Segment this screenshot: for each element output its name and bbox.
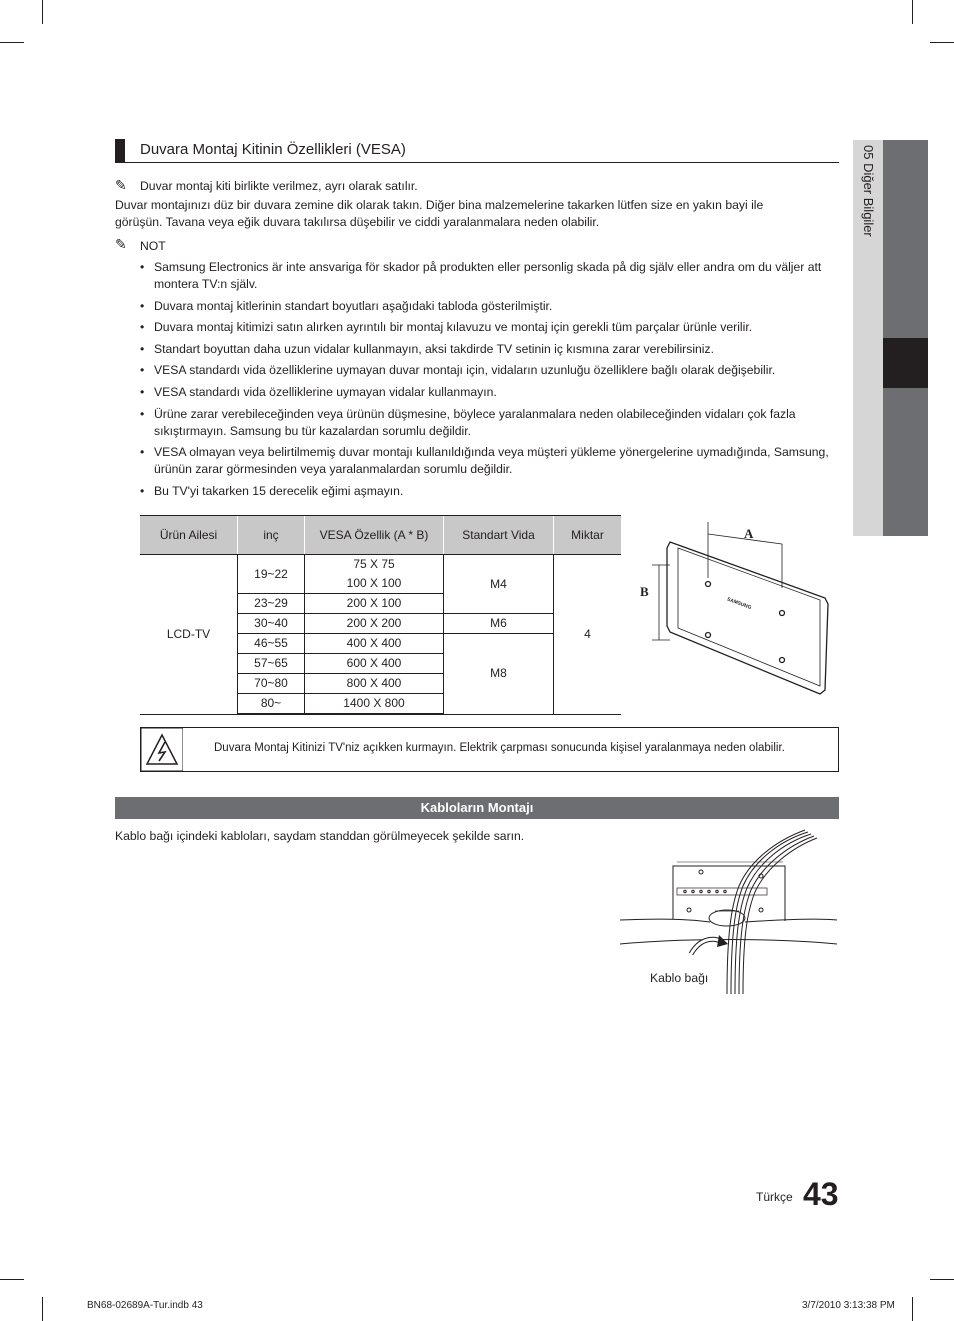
list-item: • Duvara montaj kitimizi satın alırken ayrıntılı bir montaj kılavuzu ve montaj için gerekli tüm parçalar ürünle verilir. [137, 319, 837, 336]
table-cell-line: 100 X 100 [346, 576, 402, 590]
section-title-bar: Kabloların Montajı [115, 797, 839, 819]
table-cell: 200 X 100 [305, 594, 444, 614]
table-cell: 80~ [238, 694, 305, 715]
footer-file: BN68-02689A-Tur.indb 43 [87, 1300, 203, 1311]
table-cell: 19~22 [238, 555, 305, 594]
cable-tie-label: Kablo bağı [650, 971, 709, 985]
list-item: • VESA standardı vida özelliklerine uymayan vidalar kullanmayın. [137, 384, 837, 401]
page-number: 43 [803, 1176, 839, 1212]
table-cell: 46~55 [238, 634, 305, 654]
table-cell: M8 [444, 634, 554, 715]
note-heading: NOT [140, 239, 166, 253]
crop-mark [0, 42, 24, 43]
table-cell [305, 555, 444, 594]
page-language: Türkçe [756, 1190, 793, 1204]
table-header: VESA Özellik (A * B) [305, 516, 444, 555]
table-cell: 70~80 [238, 674, 305, 694]
table-cell: 1400 X 800 [305, 694, 444, 715]
section-title: Duvara Montaj Kitinin Özellikleri (VESA) [140, 141, 406, 158]
table-cell: M4 [444, 555, 554, 614]
list-item: • Bu TV'yi takarken 15 derecelik eğimi aşmayın. [137, 483, 837, 500]
list-item: • VESA olmayan veya belirtilmemiş duvar montajı kullanıldığında veya müşteri yükleme yönergelerine uymadığında, Samsung, ürünün zarar görmesinden veya yaralanmalardan sorumlu değildir. [137, 444, 837, 478]
cable-diagram [615, 826, 840, 994]
note-pencil-icon: ✎ [115, 236, 127, 252]
table-cell: 400 X 400 [305, 634, 444, 654]
crop-mark [930, 1279, 954, 1280]
warning-icon [141, 728, 183, 771]
table-header: inç [238, 516, 305, 555]
heading-marker [115, 139, 125, 163]
table-header: Standart Vida [444, 516, 554, 555]
list-item: • Ürüne zarar verebileceğinden veya ürünün düşmesine, böylece yaralanmalara neden olabileceğinden vidaları çok fazla sıkıştırmayın. Samsung bu tür kazalardan sorumlu değildir. [137, 406, 837, 440]
table-cell-quantity: 4 [554, 555, 622, 715]
dimension-label-a: A [744, 526, 754, 541]
table-cell: 600 X 400 [305, 654, 444, 674]
table-cell-line: 75 X 75 [353, 557, 395, 571]
dimension-label-b: B [640, 584, 649, 599]
paragraph-line: Duvar montajınızı düz bir duvara zemine dik olarak takın. Diğer bina malzemelerine takarken lütfen size en yakın bayi ile [115, 198, 764, 212]
table-cell: 30~40 [238, 614, 305, 634]
heading-rule [115, 162, 839, 163]
bullet-list [137, 259, 837, 504]
crop-mark [930, 42, 954, 43]
table-cell: M6 [444, 614, 554, 634]
table-cell: 800 X 400 [305, 674, 444, 694]
note-pencil-icon: ✎ [115, 177, 127, 193]
list-item: • Standart boyuttan daha uzun vidalar kullanmayın, aksi takdirde TV setinin iç kısmına zarar verebilirsiniz. [137, 341, 837, 358]
paragraph-line: görüşün. Tavana veya eğik duvara takılırsa düşebilir ve ciddi yaralanmalara neden olabilir. [115, 215, 600, 229]
warning-text: Duvara Montaj Kitinizi TV'niz açıkken kurmayın. Elektrik çarpması sonucunda kişisel yaralanmaya neden olabilir. [214, 742, 785, 754]
table-cell: 23~29 [238, 594, 305, 614]
crop-mark [912, 0, 913, 24]
note-text: Duvar montaj kiti birlikte verilmez, ayrı olarak satılır. [140, 179, 418, 193]
section-text: Kablo bağı içindeki kabloları, saydam standdan görülmeyecek şekilde sarın. [115, 829, 525, 843]
vesa-spec-table [140, 515, 621, 715]
table-header: Ürün Ailesi [140, 516, 238, 555]
crop-mark [42, 0, 43, 24]
crop-mark [912, 1297, 913, 1321]
list-item: • VESA standardı vida özelliklerine uymayan duvar montajı için, vidaların uzunluğu özelliklere bağlı olarak değişebilir. [137, 362, 837, 379]
table-cell: 57~65 [238, 654, 305, 674]
table-cell-family: LCD-TV [140, 555, 238, 715]
chapter-tab-active [883, 338, 928, 388]
table-header: Miktar [554, 516, 622, 555]
table-row [140, 555, 621, 594]
list-item: • Duvara montaj kitlerinin standart boyutları aşağıdaki tabloda gösterilmiştir. [137, 298, 837, 315]
brand-logo: SAMSUNG [726, 596, 753, 611]
footer-timestamp: 3/7/2010 3:13:38 PM [802, 1300, 895, 1311]
chapter-label: 05 Diğer Bilgiler [861, 145, 876, 237]
crop-mark [0, 1279, 24, 1280]
tv-back-diagram [630, 518, 840, 698]
list-item: • Samsung Electronics är inte ansvariga för skador på produkten eller personlig skada på dig själv eller andra om du väljer att montera TV:n själv. [137, 259, 837, 293]
crop-mark [42, 1297, 43, 1321]
table-cell: 200 X 200 [305, 614, 444, 634]
